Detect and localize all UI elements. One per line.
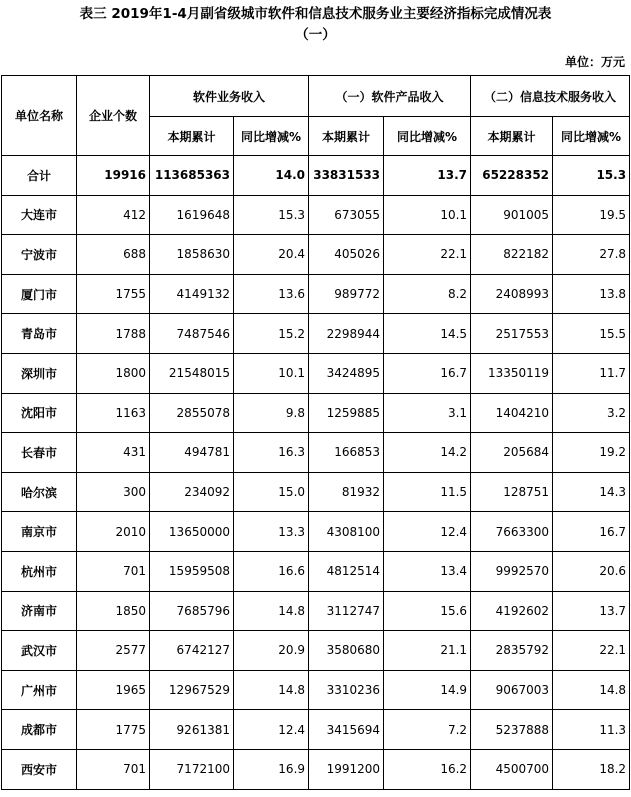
sw-yoy-cell: 16.9 <box>234 749 309 789</box>
svc-yoy-cell: 20.6 <box>553 551 630 591</box>
table-title <box>0 0 631 46</box>
sw-cumulative-cell: 13650000 <box>150 512 234 552</box>
prod-yoy-cell: 8.2 <box>384 274 471 314</box>
sw-yoy-cell: 14.0 <box>234 156 309 196</box>
city-name-cell: 青岛市 <box>2 314 77 354</box>
svc-yoy-cell: 15.5 <box>553 314 630 354</box>
enterprise-count-cell: 1800 <box>77 353 150 393</box>
sw-cumulative-cell: 6742127 <box>150 631 234 671</box>
prod-cumulative-cell: 989772 <box>309 274 384 314</box>
svc-yoy-cell: 11.7 <box>553 353 630 393</box>
enterprise-count-cell: 701 <box>77 551 150 591</box>
enterprise-count-cell: 19916 <box>77 156 150 196</box>
sw-yoy-cell: 20.9 <box>234 631 309 671</box>
city-name-cell: 成都市 <box>2 710 77 750</box>
prod-yoy-cell: 16.7 <box>384 353 471 393</box>
svc-yoy-cell: 13.8 <box>553 274 630 314</box>
svc-yoy-cell: 22.1 <box>553 631 630 671</box>
enterprise-count-cell: 2010 <box>77 512 150 552</box>
svc-cumulative-cell: 9992570 <box>471 551 553 591</box>
prod-yoy-cell: 13.4 <box>384 551 471 591</box>
sw-yoy-cell: 15.3 <box>234 195 309 235</box>
table-row <box>2 512 630 552</box>
table-row <box>2 314 630 354</box>
sw-cumulative-cell: 7487546 <box>150 314 234 354</box>
svc-cumulative-cell: 128751 <box>471 472 553 512</box>
prod-cumulative-cell: 81932 <box>309 472 384 512</box>
prod-yoy-cell: 7.2 <box>384 710 471 750</box>
prod-yoy-cell: 12.4 <box>384 512 471 552</box>
svc-cumulative-cell: 65228352 <box>471 156 553 196</box>
city-name-cell: 哈尔滨 <box>2 472 77 512</box>
svc-cumulative-cell: 901005 <box>471 195 553 235</box>
unit-label: 单位：万元 <box>564 55 625 69</box>
sw-yoy-cell: 13.3 <box>234 512 309 552</box>
city-name-cell: 长春市 <box>2 433 77 473</box>
sw-yoy-cell: 12.4 <box>234 710 309 750</box>
table-row <box>2 710 630 750</box>
sw-yoy-cell: 10.1 <box>234 353 309 393</box>
svc-yoy-cell: 19.2 <box>553 433 630 473</box>
svc-cumulative-cell: 7663300 <box>471 512 553 552</box>
header-enterprise-count: 企业个数 <box>77 76 150 156</box>
city-name-cell: 杭州市 <box>2 551 77 591</box>
sw-yoy-cell: 16.6 <box>234 551 309 591</box>
header-software-revenue: 软件业务收入 <box>150 76 309 117</box>
enterprise-count-cell: 431 <box>77 433 150 473</box>
table-row <box>2 551 630 591</box>
sw-cumulative-cell: 234092 <box>150 472 234 512</box>
prod-yoy-cell: 3.1 <box>384 393 471 433</box>
prod-yoy-cell: 21.1 <box>384 631 471 671</box>
enterprise-count-cell: 2577 <box>77 631 150 671</box>
prod-cumulative-cell: 3310236 <box>309 670 384 710</box>
prod-cumulative-cell: 3424895 <box>309 353 384 393</box>
svc-cumulative-cell: 5237888 <box>471 710 553 750</box>
prod-cumulative-cell: 4308100 <box>309 512 384 552</box>
sw-yoy-cell: 14.8 <box>234 591 309 631</box>
sw-cumulative-cell: 9261381 <box>150 710 234 750</box>
sw-yoy-cell: 15.2 <box>234 314 309 354</box>
city-name-cell: 宁波市 <box>2 235 77 275</box>
prod-yoy-cell: 14.2 <box>384 433 471 473</box>
prod-yoy-cell: 13.7 <box>384 156 471 196</box>
svc-cumulative-cell: 1404210 <box>471 393 553 433</box>
header-service-revenue: （二）信息技术服务收入 <box>471 76 630 117</box>
table-row <box>2 670 630 710</box>
svc-yoy-cell: 27.8 <box>553 235 630 275</box>
svc-yoy-cell: 14.8 <box>553 670 630 710</box>
prod-yoy-cell: 11.5 <box>384 472 471 512</box>
sw-cumulative-cell: 7172100 <box>150 749 234 789</box>
sw-yoy-cell: 20.4 <box>234 235 309 275</box>
svc-cumulative-cell: 822182 <box>471 235 553 275</box>
sw-cumulative-cell: 7685796 <box>150 591 234 631</box>
svc-yoy-cell: 19.5 <box>553 195 630 235</box>
table-row <box>2 591 630 631</box>
city-name-cell: 济南市 <box>2 591 77 631</box>
sw-yoy-cell: 9.8 <box>234 393 309 433</box>
svc-yoy-cell: 16.7 <box>553 512 630 552</box>
header-sw-cumulative: 本期累计 <box>150 117 234 156</box>
svc-yoy-cell: 14.3 <box>553 472 630 512</box>
table-row <box>2 631 630 671</box>
header-product-revenue: （一）软件产品收入 <box>309 76 471 117</box>
city-name-cell: 广州市 <box>2 670 77 710</box>
svc-yoy-cell: 3.2 <box>553 393 630 433</box>
city-name-cell: 厦门市 <box>2 274 77 314</box>
city-name-cell: 大连市 <box>2 195 77 235</box>
table-row <box>2 749 630 789</box>
prod-cumulative-cell: 1259885 <box>309 393 384 433</box>
city-name-cell: 深圳市 <box>2 353 77 393</box>
svc-cumulative-cell: 9067003 <box>471 670 553 710</box>
header-svc-cumulative: 本期累计 <box>471 117 553 156</box>
sw-cumulative-cell: 4149132 <box>150 274 234 314</box>
sw-cumulative-cell: 113685363 <box>150 156 234 196</box>
enterprise-count-cell: 1775 <box>77 710 150 750</box>
prod-yoy-cell: 22.1 <box>384 235 471 275</box>
header-prod-yoy: 同比增减% <box>384 117 471 156</box>
enterprise-count-cell: 1965 <box>77 670 150 710</box>
table-row <box>2 393 630 433</box>
indicator-table <box>1 75 630 790</box>
sw-yoy-cell: 14.8 <box>234 670 309 710</box>
enterprise-count-cell: 1788 <box>77 314 150 354</box>
svc-cumulative-cell: 205684 <box>471 433 553 473</box>
header-sw-yoy: 同比增减% <box>234 117 309 156</box>
header-row-1 <box>2 76 630 117</box>
city-name-cell: 西安市 <box>2 749 77 789</box>
svc-cumulative-cell: 2835792 <box>471 631 553 671</box>
prod-yoy-cell: 14.9 <box>384 670 471 710</box>
header-prod-cumulative: 本期累计 <box>309 117 384 156</box>
prod-cumulative-cell: 4812514 <box>309 551 384 591</box>
prod-yoy-cell: 14.5 <box>384 314 471 354</box>
prod-cumulative-cell: 3580680 <box>309 631 384 671</box>
sw-cumulative-cell: 494781 <box>150 433 234 473</box>
table-row <box>2 195 630 235</box>
enterprise-count-cell: 412 <box>77 195 150 235</box>
city-name-cell: 沈阳市 <box>2 393 77 433</box>
sw-yoy-cell: 13.6 <box>234 274 309 314</box>
enterprise-count-cell: 300 <box>77 472 150 512</box>
svc-yoy-cell: 13.7 <box>553 591 630 631</box>
svc-yoy-cell: 18.2 <box>553 749 630 789</box>
enterprise-count-cell: 1755 <box>77 274 150 314</box>
city-name-cell: 合计 <box>2 156 77 196</box>
svc-cumulative-cell: 4500700 <box>471 749 553 789</box>
sw-cumulative-cell: 12967529 <box>150 670 234 710</box>
table-row <box>2 433 630 473</box>
prod-yoy-cell: 15.6 <box>384 591 471 631</box>
prod-yoy-cell: 16.2 <box>384 749 471 789</box>
city-name-cell: 南京市 <box>2 512 77 552</box>
sw-cumulative-cell: 1619648 <box>150 195 234 235</box>
prod-cumulative-cell: 2298944 <box>309 314 384 354</box>
prod-cumulative-cell: 673055 <box>309 195 384 235</box>
prod-cumulative-cell: 166853 <box>309 433 384 473</box>
prod-cumulative-cell: 3415694 <box>309 710 384 750</box>
title-line-1: 表三 2019年1-4月副省级城市软件和信息技术服务业主要经济指标完成情况表 <box>79 6 552 22</box>
enterprise-count-cell: 688 <box>77 235 150 275</box>
table-body <box>2 156 630 790</box>
sw-cumulative-cell: 1858630 <box>150 235 234 275</box>
sw-yoy-cell: 15.0 <box>234 472 309 512</box>
total-row <box>2 156 630 196</box>
svc-cumulative-cell: 13350119 <box>471 353 553 393</box>
header-svc-yoy: 同比增减% <box>553 117 630 156</box>
svc-yoy-cell: 15.3 <box>553 156 630 196</box>
prod-cumulative-cell: 33831533 <box>309 156 384 196</box>
enterprise-count-cell: 1163 <box>77 393 150 433</box>
table-row <box>2 472 630 512</box>
header-unit-name: 单位名称 <box>2 76 77 156</box>
sw-cumulative-cell: 15959508 <box>150 551 234 591</box>
prod-yoy-cell: 10.1 <box>384 195 471 235</box>
prod-cumulative-cell: 405026 <box>309 235 384 275</box>
svc-cumulative-cell: 4192602 <box>471 591 553 631</box>
title-line-2: （一） <box>295 27 336 43</box>
table-row <box>2 235 630 275</box>
prod-cumulative-cell: 3112747 <box>309 591 384 631</box>
sw-yoy-cell: 16.3 <box>234 433 309 473</box>
table-row <box>2 353 630 393</box>
enterprise-count-cell: 1850 <box>77 591 150 631</box>
sw-cumulative-cell: 2855078 <box>150 393 234 433</box>
svc-cumulative-cell: 2408993 <box>471 274 553 314</box>
sw-cumulative-cell: 21548015 <box>150 353 234 393</box>
prod-cumulative-cell: 1991200 <box>309 749 384 789</box>
city-name-cell: 武汉市 <box>2 631 77 671</box>
svc-cumulative-cell: 2517553 <box>471 314 553 354</box>
enterprise-count-cell: 701 <box>77 749 150 789</box>
svc-yoy-cell: 11.3 <box>553 710 630 750</box>
table-row <box>2 274 630 314</box>
